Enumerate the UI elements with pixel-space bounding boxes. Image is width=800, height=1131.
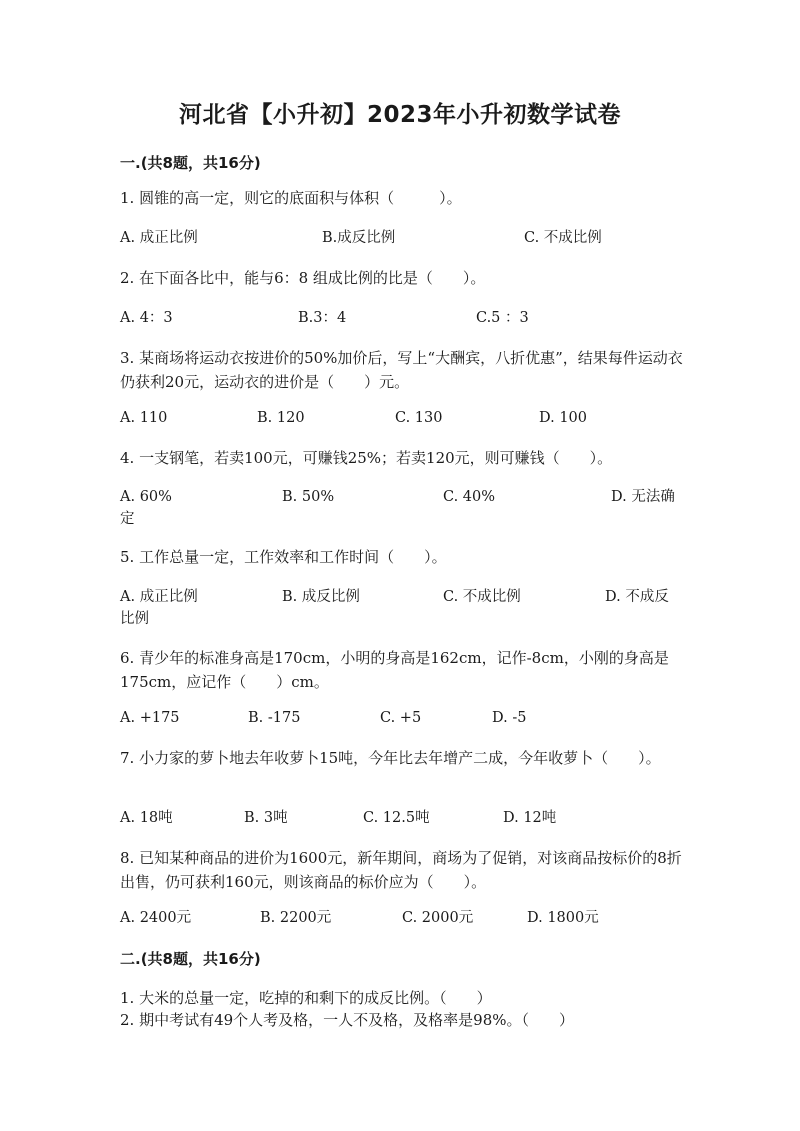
q5-option-d-wrap: 比例 [120,611,149,627]
q5-option-c: C. 不成比例 [443,589,521,605]
q3-option-b: B. 120 [257,410,305,426]
q7-option-d: D. 12吨 [503,810,557,826]
question-6: 6. 青少年的标准身高是170cm，小明的身高是162cm，记作-8cm，小刚的身高是175cm，应记作（ ）cm。 [120,649,669,691]
question-3: 3. 某商场将运动衣按进价的50%加价后，写上“大酬宾，八折优惠”，结果每件运动衣仍获利20元，运动衣的进价是（ ）元。 [120,349,683,391]
q6-option-a: A. +175 [120,710,180,726]
q1-option-c: C. 不成比例 [524,230,602,246]
q8-option-a: A. 2400元 [120,910,192,926]
q3-option-c: C. 130 [395,410,443,426]
question-1: 1. 圆锥的高一定，则它的底面积与体积（ ）。 [120,189,462,207]
q7-option-c: C. 12.5吨 [363,810,430,826]
q3-option-a: A. 110 [120,410,168,426]
question-8: 8. 已知某种商品的进价为1600元，新年期间，商场为了促销，对该商品按标价的8折出售，仍可获利160元，则该商品的标价应为（ ）。 [120,849,682,891]
q7-option-a: A. 18吨 [120,810,173,826]
q8-option-c: C. 2000元 [402,910,474,926]
q5-option-d: D. 不成反 [605,589,669,605]
section-2-heading: 二.(共8题，共16分) [120,950,261,968]
q4-option-d: D. 无法确 [611,489,675,505]
q4-option-c: C. 40% [443,489,496,505]
q8-option-d: D. 1800元 [527,910,599,926]
q2-option-c: C.5 ：3 [476,310,529,326]
q7-option-b: B. 3吨 [244,810,288,826]
section-1-heading: 一.(共8题，共16分) [120,154,261,172]
q2-option-b: B.3：4 [298,310,347,326]
page-title: 河北省【小升初】2023年小升初数学试卷 [178,102,621,128]
true-false-1: 1. 大米的总量一定，吃掉的和剩下的成反比例。（ ） [120,989,492,1007]
q4-option-a: A. 60% [120,489,172,505]
q6-option-c: C. +5 [380,710,422,726]
q1-option-b: B.成反比例 [322,230,396,246]
question-4: 4. 一支钢笔，若卖100元，可赚钱25%；若卖120元，则可赚钱（ ）。 [120,449,613,467]
q2-option-a: A. 4：3 [120,310,173,326]
q8-option-b: B. 2200元 [260,910,332,926]
question-7: 7. 小力家的萝卜地去年收萝卜15吨，今年比去年增产二成，今年收萝卜（ ）。 [120,749,661,767]
question-2: 2. 在下面各比中，能与6：8 组成比例的比是（ ）。 [120,269,486,287]
question-5: 5. 工作总量一定，工作效率和工作时间（ ）。 [120,548,447,566]
q1-option-a: A. 成正比例 [120,230,198,246]
q6-option-b: B. -175 [248,710,301,726]
q5-option-a: A. 成正比例 [120,589,198,605]
q3-option-d: D. 100 [539,410,588,426]
q4-option-d-wrap: 定 [120,511,135,527]
true-false-2: 2. 期中考试有49个人考及格，一人不及格，及格率是98%。（ ） [120,1011,575,1029]
q5-option-b: B. 成反比例 [282,589,360,605]
q6-option-d: D. -5 [492,710,527,726]
q4-option-b: B. 50% [282,489,335,505]
